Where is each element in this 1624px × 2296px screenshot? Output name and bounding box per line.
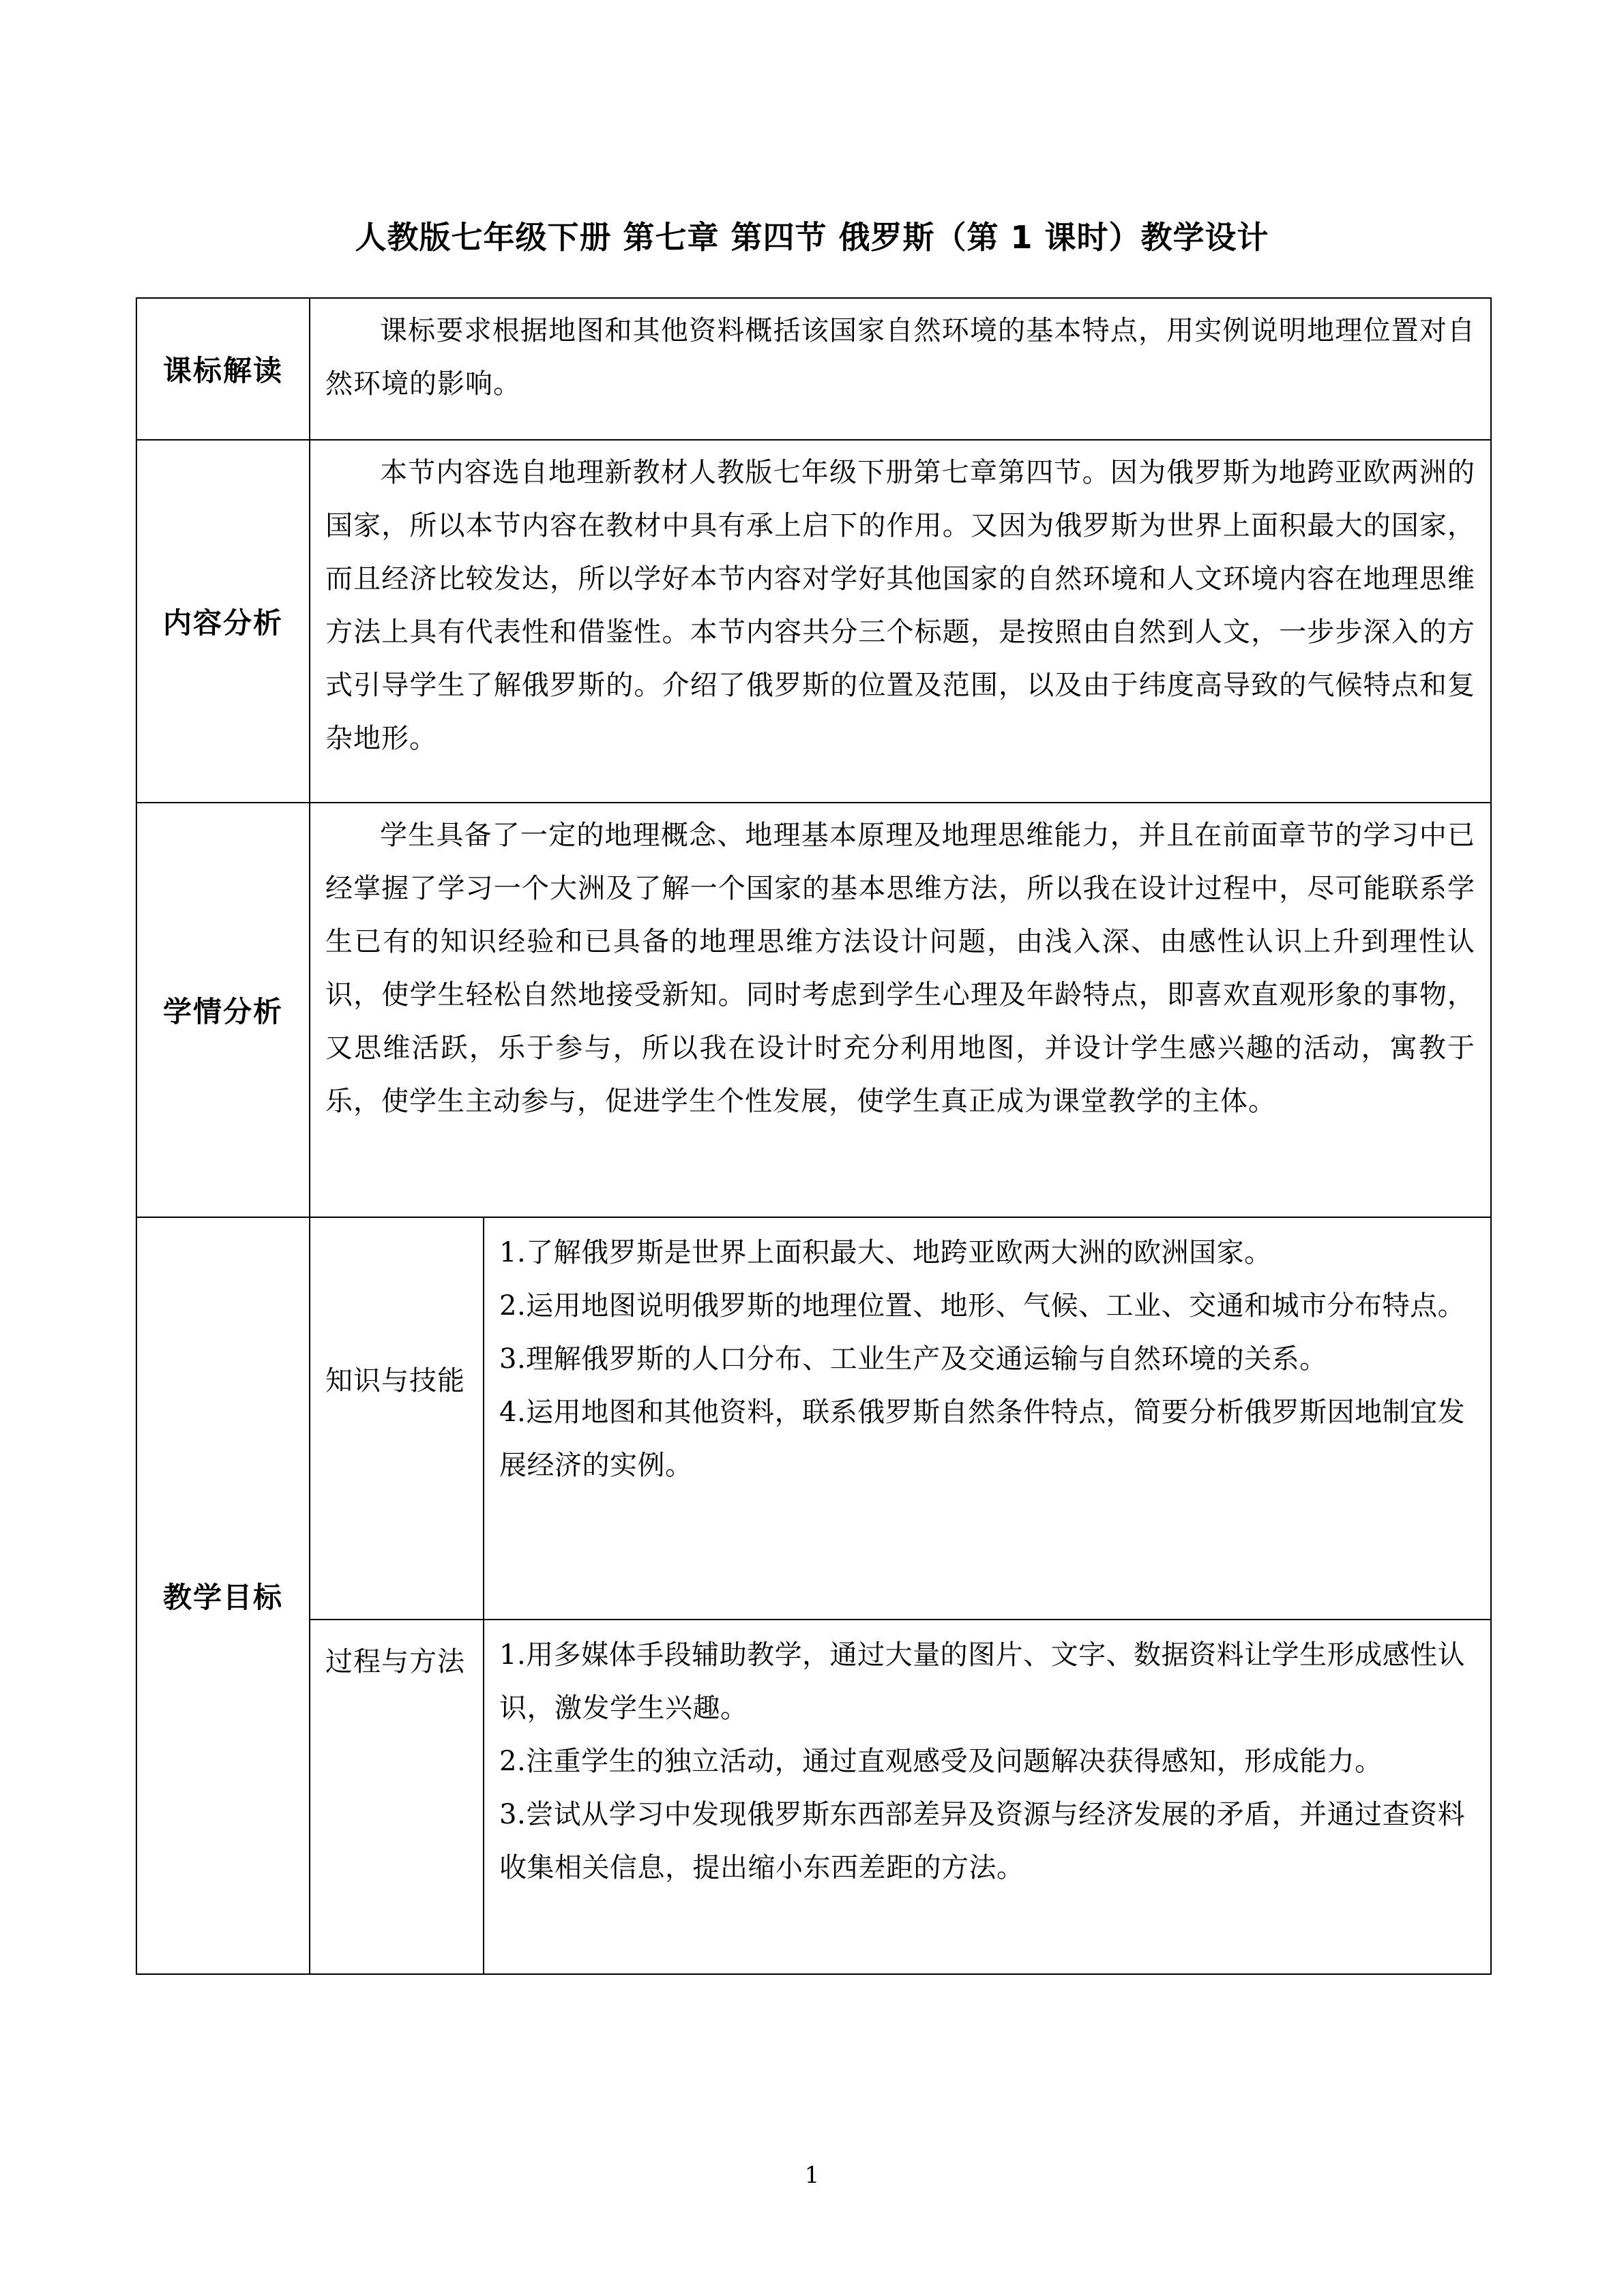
- process-item: 2.注重学生的独立活动，通过直观感受及问题解决获得感知，形成能力。: [499, 1746, 1383, 1777]
- curriculum-row: [136, 298, 1491, 440]
- knowledge-items: [484, 1217, 1491, 1620]
- student-label: 学情分析: [136, 803, 310, 1217]
- knowledge-item: 4.运用地图和其他资料，联系俄罗斯自然条件特点，简要分析俄罗斯因地制宜发展经济的实例。: [499, 1397, 1466, 1481]
- content-row: [136, 440, 1491, 803]
- objectives-label: 教学目标: [136, 1217, 310, 1974]
- process-label: 过程与方法: [310, 1620, 484, 1974]
- knowledge-row: [136, 1217, 1491, 1620]
- curriculum-text: 课标要求根据地图和其他资料概括该国家自然环境的基本特点，用实例说明地理位置对自然环境的影响。: [325, 315, 1475, 400]
- student-row: [136, 803, 1491, 1217]
- process-item: 1.用多媒体手段辅助教学，通过大量的图片、文字、数据资料让学生形成感性认识，激发学生兴趣。: [499, 1639, 1466, 1724]
- lesson-plan-table: [136, 297, 1492, 1975]
- knowledge-item: 3.理解俄罗斯的人口分布、工业生产及交通运输与自然环境的关系。: [499, 1343, 1327, 1375]
- curriculum-cell: [310, 298, 1491, 440]
- student-cell: [310, 803, 1491, 1217]
- process-items: [484, 1620, 1491, 1974]
- knowledge-label: 知识与技能: [310, 1217, 484, 1620]
- curriculum-label: 课标解读: [136, 298, 310, 440]
- content-text: 本节内容选自地理新教材人教版七年级下册第七章第四节。因为俄罗斯为地跨亚欧两洲的国家，所以本节内容在教材中具有承上启下的作用。又因为俄罗斯为世界上面积最大的国家，而且经济比较发达，所以学好本节内容对学好其他国家的自然环境和人文环境内容在地理思维方法上具有代表性和借鉴性。本节内容共分三个标题，是按照由自然到人文，一步步深入的方式引导学生了解俄罗斯的。介绍了俄罗斯的位置及范围，以及由于纬度高导致的气候特点和复杂地形。: [325, 457, 1475, 754]
- process-row: [136, 1620, 1491, 1974]
- content-label: 内容分析: [136, 440, 310, 803]
- content-cell: [310, 440, 1491, 803]
- knowledge-item: 1.了解俄罗斯是世界上面积最大、地跨亚欧两大洲的欧洲国家。: [499, 1237, 1272, 1268]
- student-text: 学生具备了一定的地理概念、地理基本原理及地理思维能力，并且在前面章节的学习中已经掌握了学习一个大洲及了解一个国家的基本思维方法，所以我在设计过程中，尽可能联系学生已有的知识经验和已具备的地理思维方法设计问题，由浅入深、由感性认识上升到理性认识，使学生轻松自然地接受新知。同时考虑到学生心理及年龄特点，即喜欢直观形象的事物，又思维活跃，乐于参与，所以我在设计时充分利用地图，并设计学生感兴趣的活动，寓教于乐，使学生主动参与，促进学生个性发展，使学生真正成为课堂教学的主体。: [325, 820, 1475, 1117]
- process-item: 3.尝试从学习中发现俄罗斯东西部差异及资源与经济发展的矛盾，并通过查资料收集相关信息，提出缩小东西差距的方法。: [499, 1799, 1466, 1883]
- page-title: 人教版七年级下册 第七章 第四节 俄罗斯（第 1 课时）教学设计: [355, 219, 1269, 256]
- page-number: 1: [804, 2162, 820, 2189]
- knowledge-item: 2.运用地图说明俄罗斯的地理位置、地形、气候、工业、交通和城市分布特点。: [499, 1290, 1466, 1322]
